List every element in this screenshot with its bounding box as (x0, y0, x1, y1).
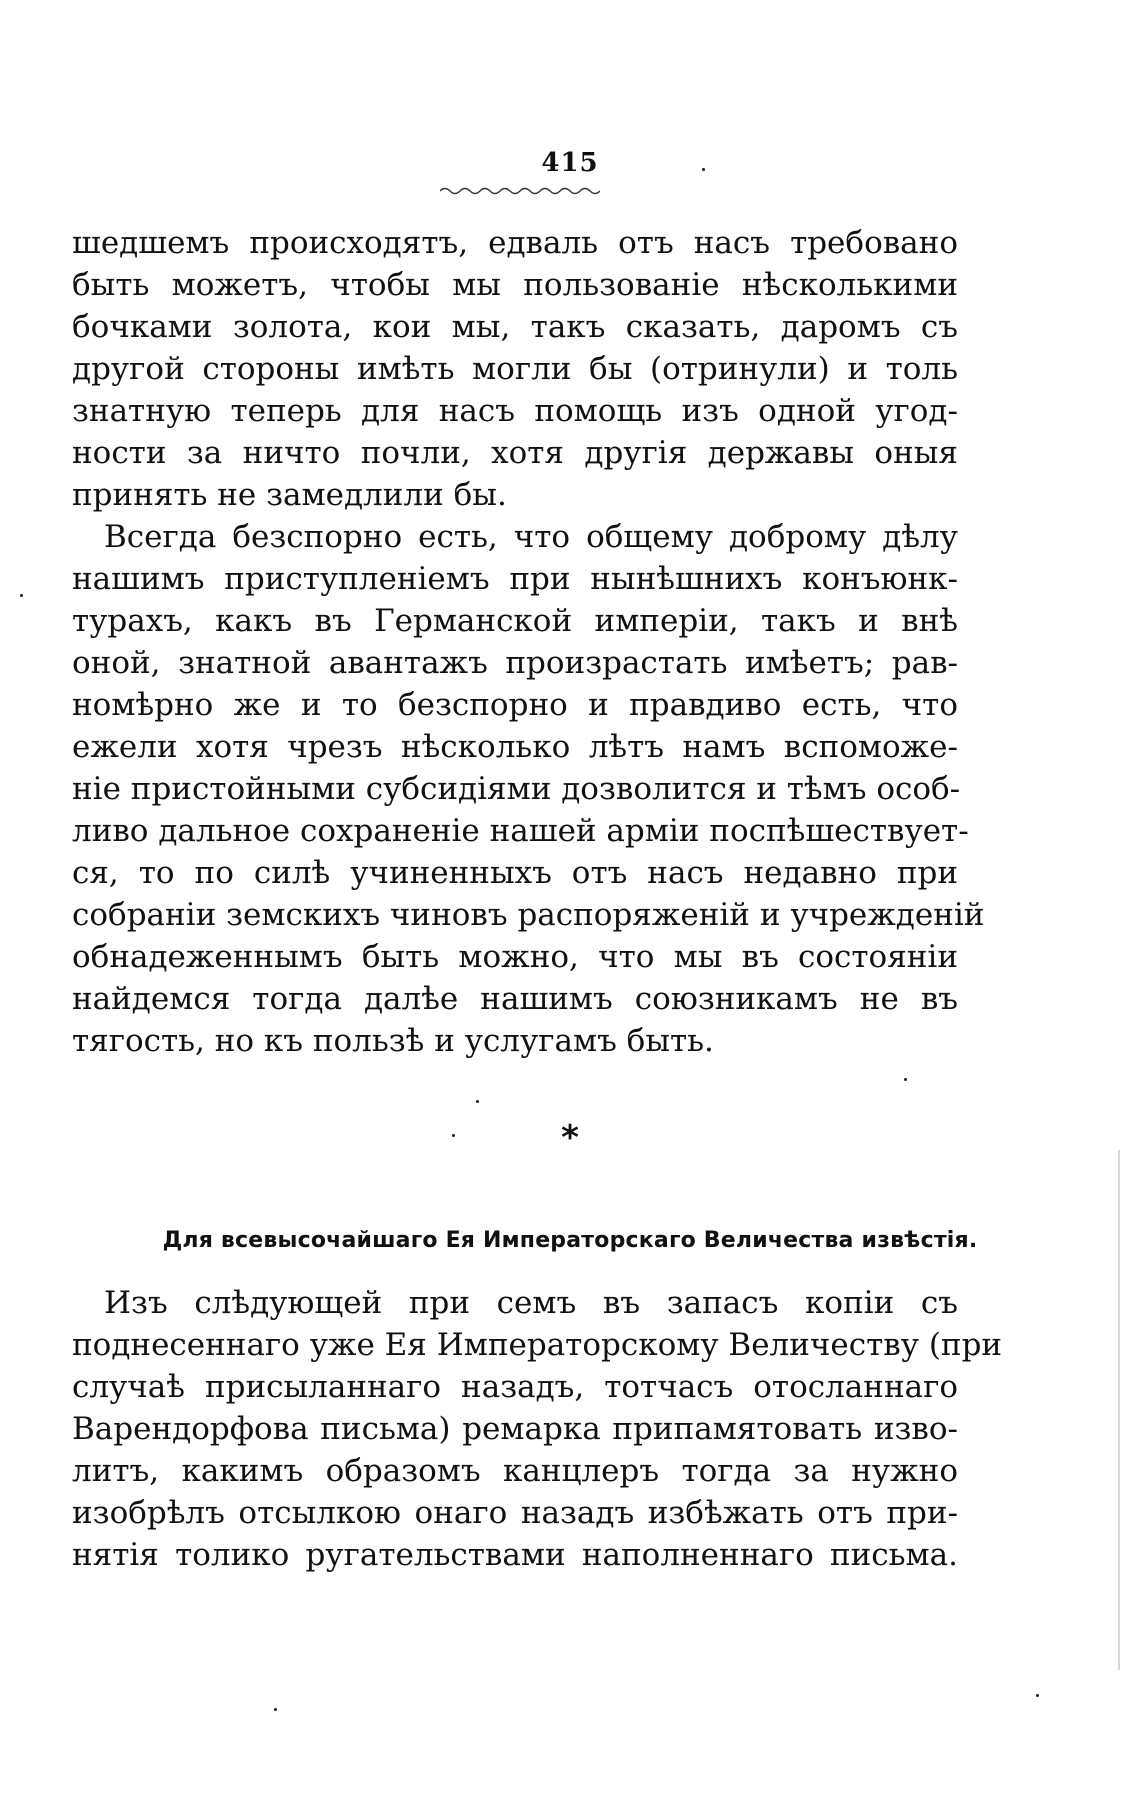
scan-speck (20, 594, 23, 597)
text-line: шедшемъ происходятъ, едваль отъ насъ требовано (72, 225, 958, 261)
text-line: собраніи земскихъ чиновъ распоряженій и учрежденій (72, 897, 985, 933)
text-line: номѣрно же и то безспорно и правдиво есть, что (72, 687, 958, 723)
text-line: изобрѣлъ отсылкою онаго назадъ избѣжать отъ при- (72, 1495, 958, 1531)
scan-edge-line (1118, 1150, 1120, 1670)
text-line: оной, знатной авантажъ произрастать имѣетъ; рав- (72, 645, 958, 681)
text-line: другой стороны имѣть могли бы (отринули) и толь (72, 351, 958, 387)
section-heading: Для всевысочайшаго Ея Императорскаго Величества извѣстія. (162, 1228, 978, 1253)
scan-speck (476, 1100, 479, 1103)
paragraph-2 (72, 516, 985, 1062)
scan-speck (274, 1708, 277, 1711)
scan-speck (904, 1078, 907, 1081)
text-line: нашимъ приступленіемъ при нынѣшнихъ конъюнк- (72, 561, 958, 597)
scan-speck (452, 1134, 455, 1137)
text-line: поднесеннаго уже Ея Императорскому Величеству (при (72, 1327, 1003, 1363)
text-line: литъ, какимъ образомъ канцлеръ тогда за нужно (72, 1453, 958, 1489)
text-line: принять не замедлили бы. (72, 477, 507, 513)
text-line: бочками золота, кои мы, такъ сказать, даромъ съ (72, 309, 958, 345)
section-separator-asterisk: * (561, 1118, 579, 1158)
text-line: турахъ, какъ въ Германской имперіи, такъ и внѣ (72, 603, 958, 639)
scan-speck (1036, 1694, 1039, 1697)
text-line: тягость, но къ пользѣ и услугамъ быть. (72, 1023, 714, 1059)
text-line: обнадеженнымъ быть можно, что мы въ состояніи (72, 939, 958, 975)
text-line: быть можетъ, чтобы мы пользованіе нѣсколькими (72, 267, 958, 303)
text-line: случаѣ присыланнаго назадъ, тотчасъ отосланнаго (72, 1369, 958, 1405)
text-line: знатную теперь для насъ помощь изъ одной угод- (72, 393, 958, 429)
text-line: ніе пристойными субсидіями дозволится и тѣмъ особ- (72, 771, 961, 807)
scan-speck (702, 168, 705, 171)
page-number: 415 (541, 148, 599, 178)
paragraph-3 (72, 1282, 1003, 1576)
page-number-ornament (440, 184, 600, 198)
text-line: ности за ничто почли, хотя другія державы оныя (72, 435, 958, 471)
text-line: ежели хотя чрезъ нѣсколько лѣтъ намъ вспоможе- (72, 729, 958, 765)
text-line: ся, то по силѣ учиненныхъ отъ насъ недавно при (72, 855, 958, 891)
text-line: Варендорфова письма) ремарка припамятовать изво- (72, 1411, 958, 1447)
text-line: нятія толико ругательствами наполненнаго письма. (72, 1537, 958, 1573)
paragraph-1 (72, 222, 958, 516)
text-line: ливо дальное сохраненіе нашей арміи поспѣшествует- (72, 813, 969, 849)
text-line: Изъ слѣдующей при семъ въ запасъ копіи съ (104, 1285, 958, 1321)
text-line: Всегда безспорно есть, что общему доброму дѣлу (104, 519, 958, 555)
text-line: найдемся тогда далѣе нашимъ союзникамъ не въ (72, 981, 958, 1017)
